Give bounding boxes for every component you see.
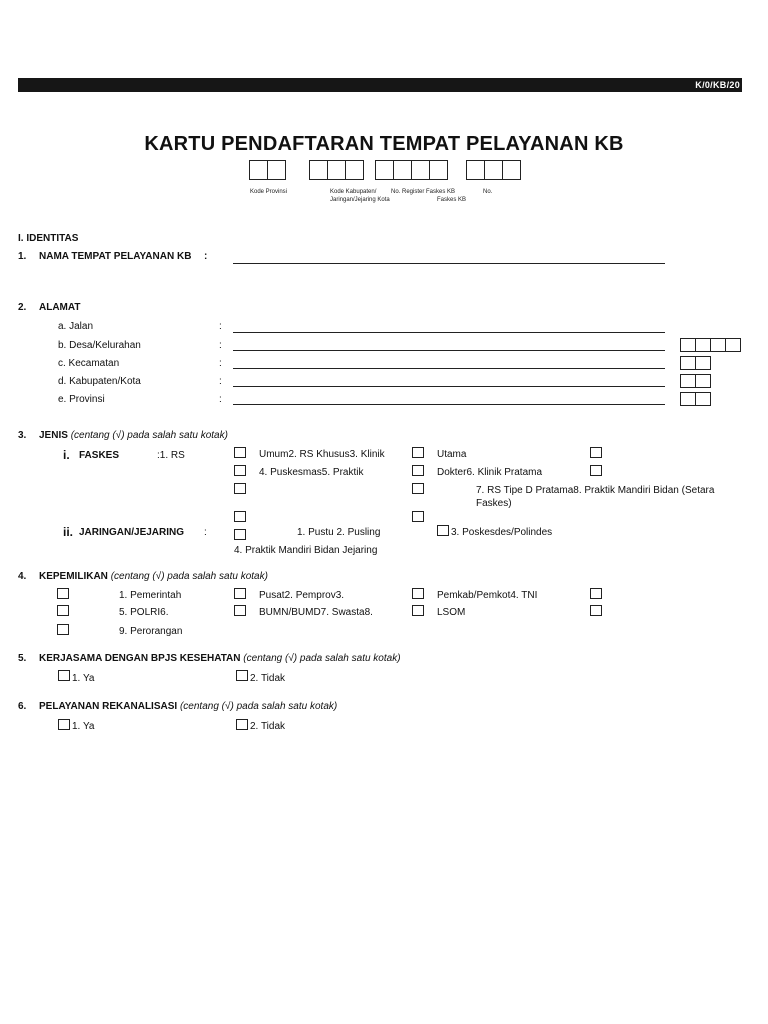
label-kode-provinsi: Kode Provinsi [250,189,288,195]
checkbox-praktik-dokter[interactable] [412,465,424,476]
jaringan-options: 1. Pustu 2. Pusling [297,527,381,538]
kode-kabupaten-boxes[interactable] [310,160,364,180]
checkbox-polri[interactable] [57,605,69,616]
kerjasama-number: 5. [18,653,27,664]
form-code: K/0/KB/20 [695,80,740,90]
kepemilikan-hint: (centang (√) pada salah satu kotak) [110,571,268,582]
colon: : [204,251,208,262]
desa-input[interactable] [233,350,665,351]
item1-number: 1. [18,251,27,262]
kode-provinsi-boxes[interactable] [250,160,286,180]
checkbox-rs-umum[interactable] [234,447,246,458]
jaringan-number: ii. [63,525,74,539]
rekanalisasi-heading-line [39,701,337,712]
rekanalisasi-number: 6. [18,701,27,712]
provinsi-input[interactable] [233,404,665,405]
faskes-number: i. [63,448,70,462]
option-row2-a: 4. Puskesmas5. Praktik [259,467,364,478]
checkbox-jaringan-a[interactable] [234,511,246,522]
label-no: No. [483,189,493,195]
section-identitas-heading: I. IDENTITAS [18,233,79,244]
checkbox-praktik-mandiri-bidan[interactable] [412,483,424,494]
desa-label: b. Desa/Kelurahan [58,340,141,351]
rekanalisasi-heading: PELAYANAN REKANALISASI [39,701,178,712]
alamat-number: 2. [18,302,27,313]
jenis-hint: (centang (√) pada salah satu kotak) [70,430,228,441]
kepemilikan-heading-line [39,571,268,582]
nama-tempat-input[interactable] [233,263,665,264]
kerjasama-hint: (centang (√) pada salah satu kotak) [243,653,401,664]
kecamatan-code-boxes[interactable] [681,356,711,370]
kerjasama-tidak-label: 2. Tidak [250,673,286,684]
kerjasama-heading-line [39,653,401,664]
checkbox-rekanalisasi-tidak[interactable] [236,719,248,730]
checkbox-klinik-pratama[interactable] [590,465,602,476]
kepemilikan-row2-b: BUMN/BUMD7. Swasta8. [259,607,373,618]
checkbox-jaringan-b[interactable] [412,511,424,522]
kerjasama-ya-label: 1. Ya [72,673,95,684]
kepemilikan-number: 4. [18,571,27,582]
label-faskes-kb: Faskes KB [437,197,467,203]
checkbox-perorangan[interactable] [57,624,69,635]
desa-code-boxes[interactable] [681,338,741,352]
page-title: KARTU PENDAFTARAN TEMPAT PELAYANAN KB [144,133,624,155]
checkbox-klinik-utama[interactable] [412,447,424,458]
colon: : [219,394,222,405]
option-row1-a: Umum2. RS Khusus3. Klinik [259,449,385,460]
checkbox-swasta[interactable] [412,605,424,616]
checkbox-rs-tipe-d[interactable] [234,483,246,494]
colon: : [219,376,222,387]
kepemilikan-row1-a: 1. Pemerintah [119,590,182,601]
label-no-register: No. Register Faskes KB [391,189,456,195]
kabupaten-code-boxes[interactable] [681,374,711,388]
checkbox-kerjasama-ya[interactable] [58,670,70,681]
kepemilikan-row3-a: 9. Perorangan [119,626,183,637]
kabupaten-input[interactable] [233,386,665,387]
rekanalisasi-ya-label: 1. Ya [72,721,95,732]
jenis-number: 3. [18,430,27,441]
jaringan-label: JARINGAN/JEJARING [79,527,185,538]
colon: : [204,527,207,538]
kepemilikan-heading: KEPEMILIKAN [39,571,108,582]
jalan-label: a. Jalan [58,321,94,332]
checkbox-poskesdes[interactable] [437,525,449,536]
kabupaten-label: d. Kabupaten/Kota [58,376,141,387]
jenis-heading-line [39,430,228,441]
kecamatan-label: c. Kecamatan [58,358,120,369]
checkbox-pemerintah-pusat[interactable] [57,588,69,599]
checkbox-rekanalisasi-ya[interactable] [58,719,70,730]
nama-tempat-label: NAMA TEMPAT PELAYANAN KB [39,251,192,262]
checkbox-pustu[interactable] [234,529,246,540]
option-row2-b: Dokter6. Klinik Pratama [437,467,543,478]
alamat-heading: ALAMAT [39,302,81,313]
checkbox-puskesmas[interactable] [234,465,246,476]
jenis-heading: JENIS [39,430,68,441]
checkbox-row1-c[interactable] [590,447,602,458]
kepemilikan-row1-c: Pemkab/Pemkot4. TNI [437,590,538,601]
kecamatan-input[interactable] [233,368,665,369]
colon: : [219,358,222,369]
checkbox-kerjasama-tidak[interactable] [236,670,248,681]
checkbox-lsom[interactable] [590,605,602,616]
option-row3-line2: Faskes) [476,498,512,509]
header-bar [18,78,742,92]
option-row3-line1: 7. RS Tipe D Pratama8. Praktik Mandiri Bidan (Setara [476,485,715,496]
faskes-label: FASKES [79,450,120,461]
label-jaringan-kota: Jaringan/Jejaring Kota [330,197,390,203]
no-register-boxes[interactable] [376,160,448,180]
rekanalisasi-hint: (centang (√) pada salah satu kotak) [179,701,338,712]
colon: : [219,321,222,332]
provinsi-code-boxes[interactable] [681,392,711,406]
provinsi-label: e. Provinsi [58,394,105,405]
kepemilikan-row2-c: LSOM [437,607,466,618]
jaringan-option-3: 3. Poskesdes/Polindes [451,527,553,538]
option-row1-b: Utama [437,449,467,460]
faskes-option-rs: :1. RS [157,450,185,461]
no-boxes[interactable] [467,160,521,180]
checkbox-tni[interactable] [590,588,602,599]
checkbox-bumn[interactable] [234,605,246,616]
checkbox-pemkab[interactable] [412,588,424,599]
checkbox-pemprov[interactable] [234,588,246,599]
rekanalisasi-tidak-label: 2. Tidak [250,721,286,732]
jalan-input[interactable] [233,332,665,333]
colon: : [219,340,222,351]
kerjasama-heading: KERJASAMA DENGAN BPJS KESEHATAN [39,653,241,664]
label-kode-kabupaten: Kode Kabupaten/ [330,189,377,195]
jaringan-option-4: 4. Praktik Mandiri Bidan Jejaring [234,545,378,556]
kepemilikan-row1-b: Pusat2. Pemprov3. [259,590,345,601]
kepemilikan-row2-a: 5. POLRI6. [119,607,169,618]
